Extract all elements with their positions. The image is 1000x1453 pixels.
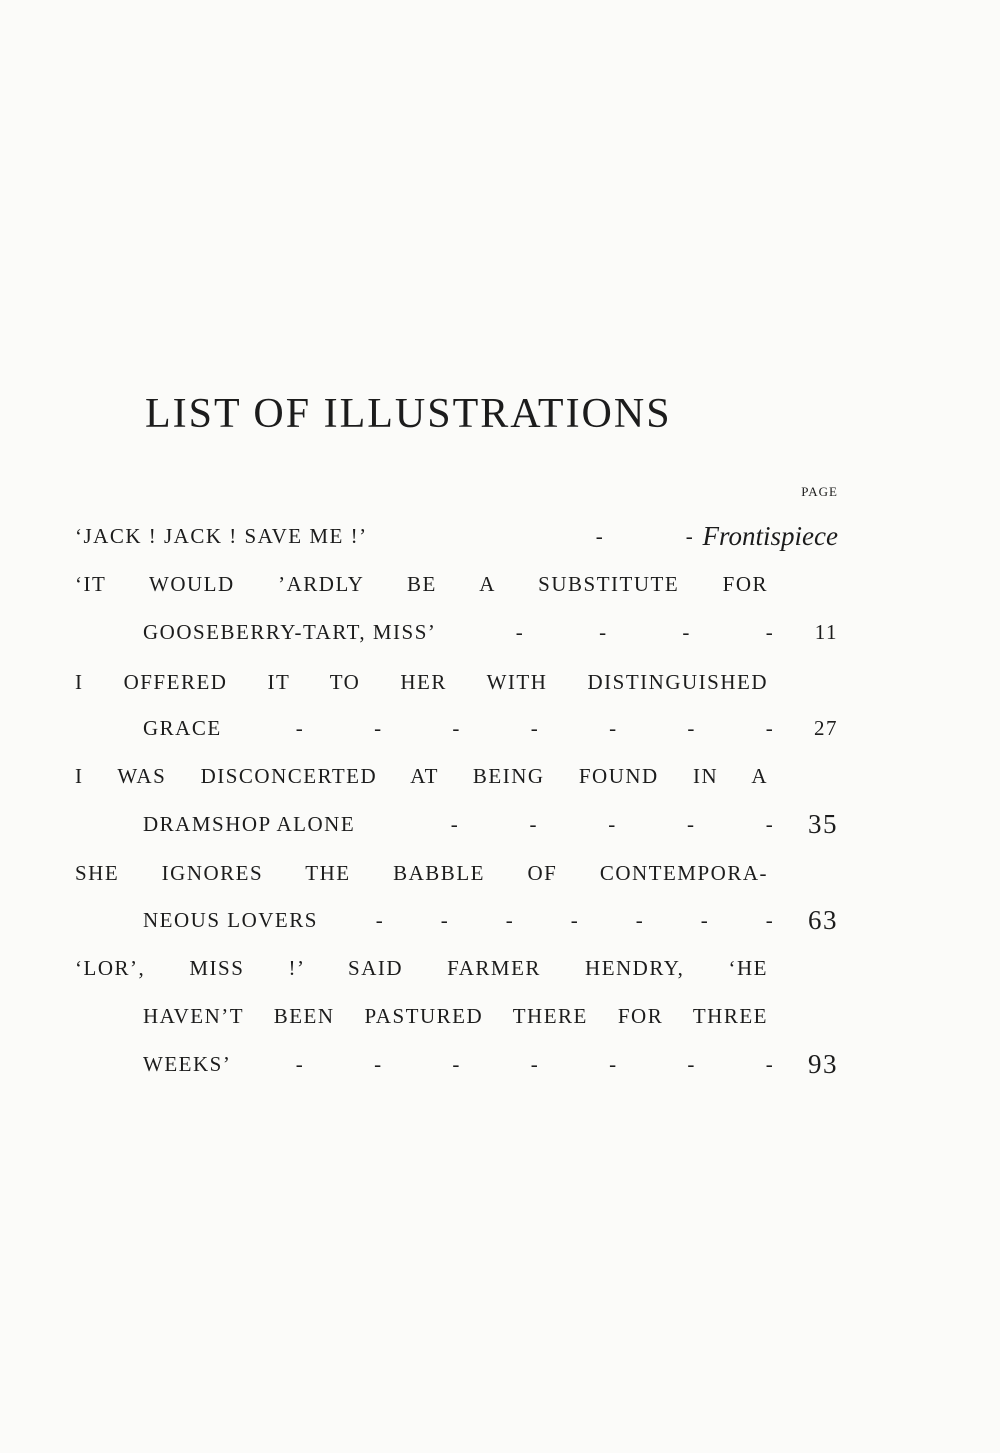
illustration-entry-line: SHE IGNORES THE BABBLE OF CONTEMPORA- [75,861,768,885]
illustration-entry-line [75,808,838,840]
entry-page-number: 11 [814,620,838,644]
entry-caption: GRACE [143,716,222,740]
page-column-header: PAGE [801,484,838,499]
illustration-entry-line [75,712,838,744]
entry-caption: NEOUS LOVERS [143,908,318,932]
illustration-entry-line: I OFFERED IT TO HER WITH DISTINGUISHED [75,670,768,694]
leader-dots: - - - - [515,620,775,644]
leader-dots: - - - - - [450,812,775,836]
entry-caption: DRAMSHOP ALONE [143,812,356,836]
entry-page-number: 35 [808,809,838,839]
entry-page-number: 63 [808,905,838,935]
page-title: LIST OF ILLUSTRATIONS [145,391,672,437]
illustration-entry-line: ‘LOR’, MISS !’ SAID FARMER HENDRY, ‘HE [75,956,768,980]
entry-page-number: 93 [808,1049,838,1079]
illustration-entry-line [75,1048,838,1080]
illustration-entry-line [75,616,838,648]
entry-caption: WEEKS’ [143,1052,232,1076]
leader-dots: - - [595,524,695,548]
entry-page-number: Frontispiece [702,521,838,551]
entry-page-number: 27 [814,716,838,740]
illustration-entry-line: ‘IT WOULD ’ARDLY BE A SUBSTITUTE FOR [75,572,768,596]
illustration-entry [75,520,838,552]
leader-dots: - - - - - - - [295,716,775,740]
illustration-entry-line [75,904,838,936]
entry-caption: ‘JACK ! JACK ! SAVE ME !’ [75,524,368,548]
entry-caption: GOOSEBERRY-TART, MISS’ [143,620,437,644]
leader-dots: - - - - - - - [375,908,775,932]
illustration-entry-line: HAVEN’T BEEN PASTURED THERE FOR THREE [143,1004,768,1028]
illustration-entry-line: I WAS DISCONCERTED AT BEING FOUND IN A [75,764,768,788]
leader-dots: - - - - - - - [295,1052,775,1076]
